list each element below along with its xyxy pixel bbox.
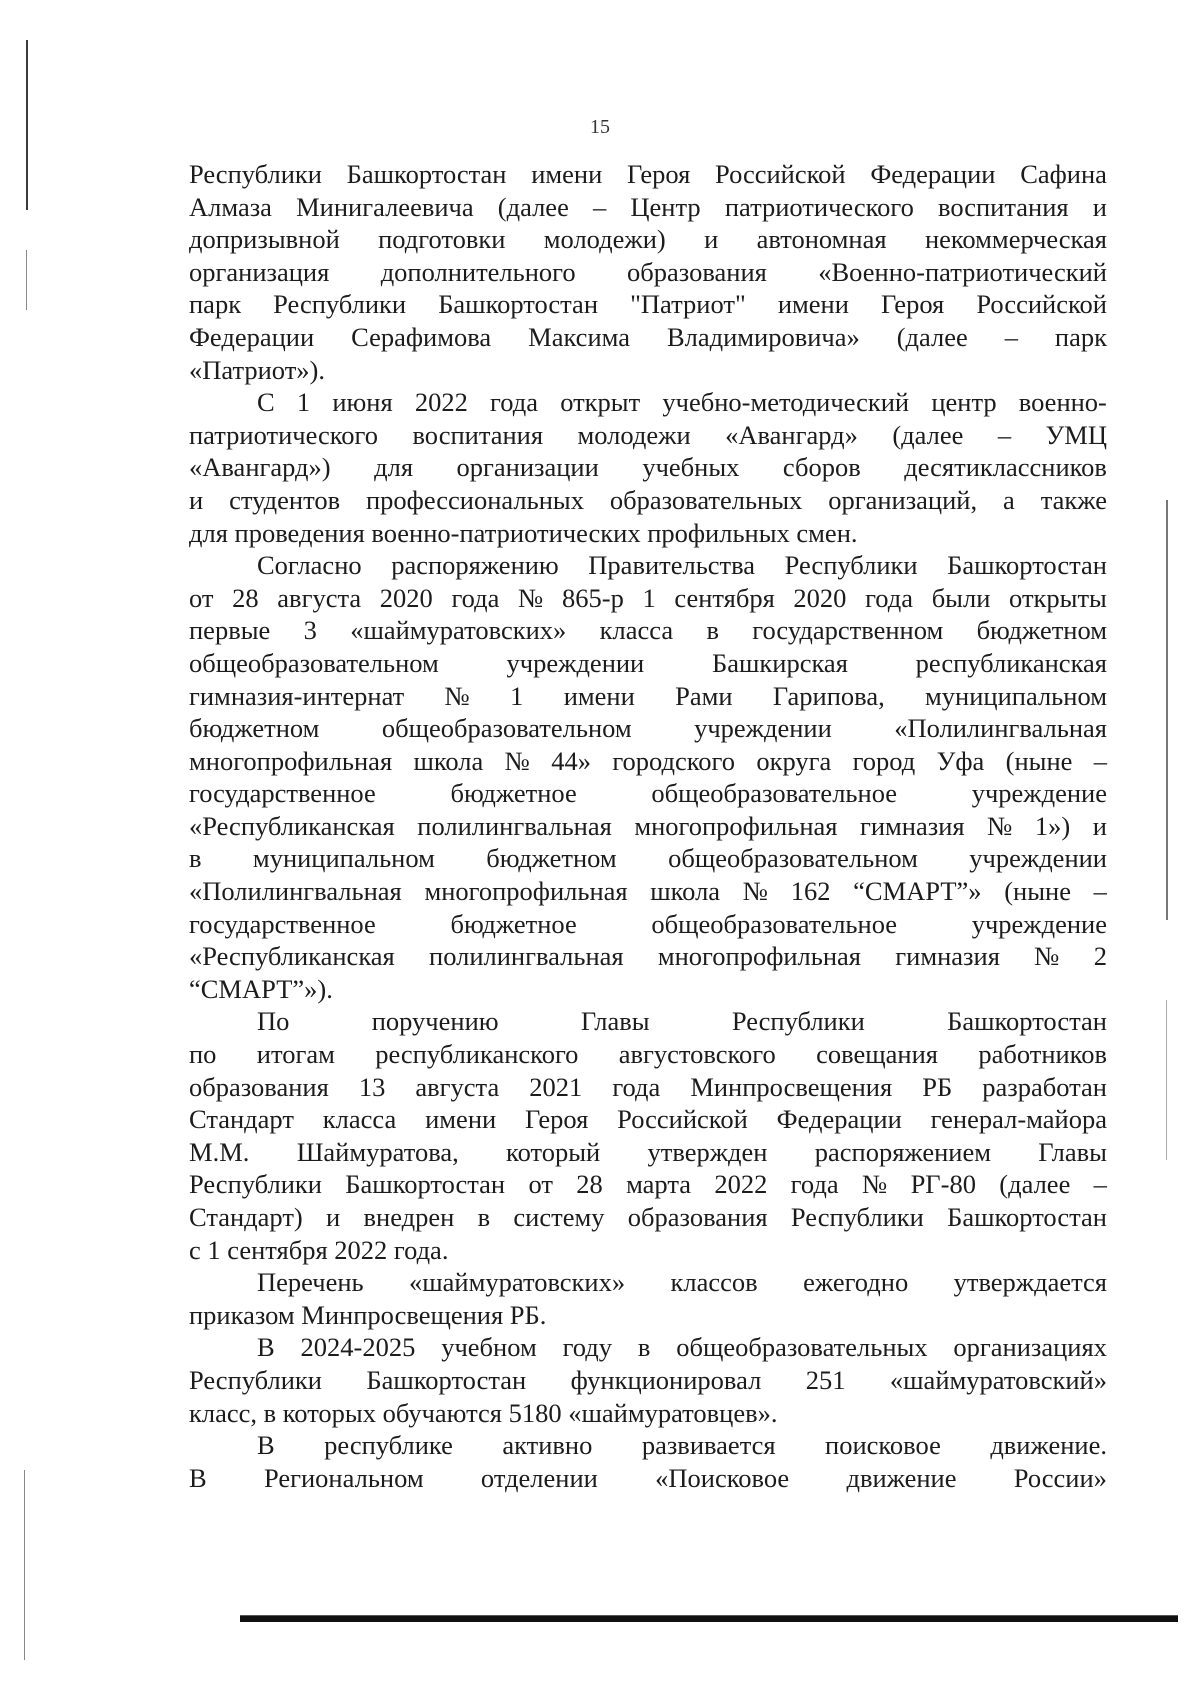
text-line: В Региональном отделении «Поисковое движение России» [189,1462,1107,1493]
text-line: В республике активно развивается поисковое движение. [257,1430,1107,1461]
paragraph [189,1331,1107,1429]
text-line: Алмаза Минигалеевича (далее – Центр патриотического воспитания и [189,191,1107,222]
text-line: Федерации Серафимова Максима Владимировича» (далее – парк [189,321,1107,352]
text-line: допризывной подготовки молодежи) и автономная некоммерческая [189,224,1107,255]
scan-edge-mark-right-low [1166,1000,1167,1160]
text-line: «Полилингвальная многопрофильная школа № 162 “СМАРТ”» (ныне – [189,876,1107,907]
text-line: первые 3 «шаймуратовских» класса в государственном бюджетном [189,615,1107,646]
paragraph [189,158,1107,386]
paragraph [189,1429,1107,1494]
text-line: Согласно распоряжению Правительства Республики Башкортостан [257,550,1107,581]
text-line: образования 13 августа 2021 года Минпросвещения РБ разработан [189,1071,1107,1102]
scan-edge-mark-left-bottom [24,1470,25,1660]
text-line: “СМАРТ”»). [189,973,333,1004]
text-line: Республики Башкортостан функционировал 251 «шаймуратовский» [189,1364,1107,1395]
text-line: «Республиканская полилингвальная многопрофильная гимназия № 2 [189,941,1107,972]
text-line: По поручению Главы Республики Башкортостан [257,1006,1107,1037]
scan-edge-mark-left-mid [26,250,27,310]
paragraph [189,549,1107,1005]
text-line: с 1 сентября 2022 года. [189,1234,449,1265]
paragraph [189,386,1107,549]
text-line: общеобразовательном учреждении Башкирская республиканская [189,647,1107,678]
text-line: парк Республики Башкортостан "Патриот" имени Героя Российской [189,289,1107,320]
text-line: Стандарт) и внедрен в систему образования Республики Башкортостан [189,1202,1107,1232]
text-line: М.М. Шаймуратова, который утвержден распоряжением Главы [189,1136,1107,1167]
scan-edge-mark-right [1166,500,1168,920]
text-line: «Патриот»). [189,354,325,385]
footer-rule [240,1615,1178,1622]
text-line: Перечень «шаймуратовских» классов ежегодно утверждается [257,1267,1107,1298]
text-line: организация дополнительного образования «Военно-патриотический [189,256,1107,287]
text-line: по итогам республиканского августовского совещания работников [189,1039,1107,1070]
text-line: приказом Минпросвещения РБ. [189,1299,547,1330]
text-line: патриотического воспитания молодежи «Авангард» (далее – УМЦ [189,419,1107,450]
text-line: и студентов профессиональных образовательных организаций, а также [189,484,1107,515]
text-line: «Авангард») для организации учебных сборов десятиклассников [189,452,1107,483]
text-line: государственное бюджетное общеобразовательное учреждение [189,778,1107,809]
text-line: гимназия-интернат № 1 имени Рами Гарипова, муниципальном [189,680,1107,711]
text-line: В 2024-2025 учебном году в общеобразовательных организациях [257,1332,1107,1363]
text-line: «Республиканская полилингвальная многопрофильная гимназия № 1») и [189,810,1107,841]
page-number: 15 [590,116,610,138]
text-line: для проведения военно-патриотических профильных смен. [189,517,858,548]
text-line: С 1 июня 2022 года открыт учебно-методический центр военно- [257,387,1107,418]
text-line: класс, в которых обучаются 5180 «шаймуратовцев». [189,1397,778,1428]
text-line: государственное бюджетное общеобразовательное учреждение [189,908,1107,939]
text-line: многопрофильная школа № 44» городского округа город Уфа (ныне – [189,745,1107,776]
paragraph [189,1266,1107,1331]
text-line: бюджетном общеобразовательном учреждении «Полилингвальная [189,713,1107,744]
text-line: от 28 августа 2020 года № 865-р 1 сентября 2020 года были открыты [189,582,1107,613]
document-body [189,158,1107,1494]
text-line: Республики Башкортостан от 28 марта 2022 года № РГ-80 (далее – [189,1169,1107,1200]
text-line: в муниципальном бюджетном общеобразовательном учреждении [189,843,1107,874]
text-line: Стандарт класса имени Героя Российской Федерации генерал-майора [189,1104,1107,1135]
text-line: Республики Башкортостан имени Героя Российской Федерации Сафина [189,159,1107,189]
paragraph [189,1005,1107,1266]
